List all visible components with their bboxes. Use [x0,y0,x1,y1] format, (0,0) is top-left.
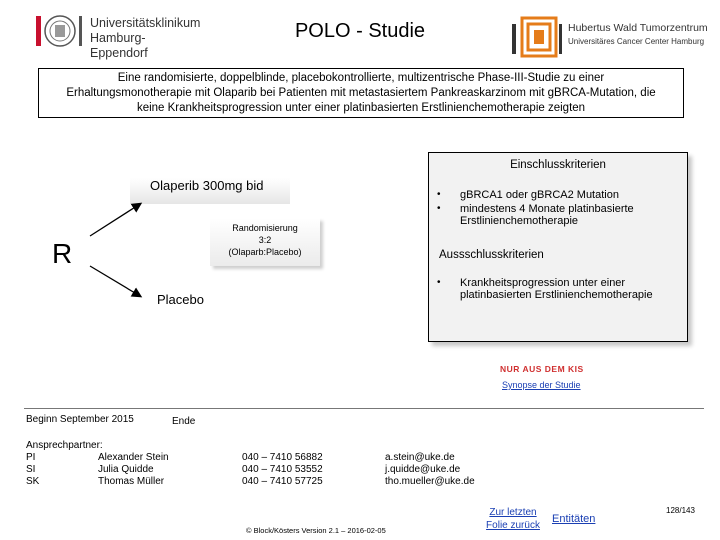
rando-line: Randomisierung [232,223,298,233]
contact-role: SI [26,464,36,475]
intro-line: Eine randomisierte, doppelblinde, placebokontrollierte, multizentrische Phase-III-Studie zu einer [117,72,605,84]
study-description [38,68,684,118]
logo-left-line1: Universitätsklinikum [90,16,201,30]
tumorzentrum-emblem-icon [512,16,562,60]
back-link-line[interactable]: Folie zurück [486,520,540,531]
contacts-heading: Ansprechpartner: [26,440,103,451]
contact-name: Alexander Stein [98,452,169,463]
intro-line: Erhaltungsmonotherapie mit Olaparib bei Patienten mit metastasiertem Pankreaskarzinom mit gBRCA-Mutation, die [66,87,656,99]
contact-role: PI [26,452,36,463]
copyright: © Block/Kösters Version 2.1 – 2016-02-05 [246,526,386,535]
entities-link[interactable]: Entitäten [552,513,596,525]
study-end: Ende [172,416,196,427]
inclusion-title: Einschlusskriterien [510,159,606,171]
tumorzentrum-logo [512,16,708,60]
page-number: 128/143 [666,506,695,515]
synopsis-link[interactable]: Synopse der Studie [502,380,581,390]
randomization-box [210,218,320,266]
contact-email[interactable]: tho.mueller@uke.de [385,476,475,487]
contact-row [0,476,720,488]
contact-name: Julia Quidde [98,464,154,475]
inclusion-item: mindestens 4 Monate platinbasierte Erstlinienchemotherapie [460,203,634,227]
contact-email[interactable]: j.quidde@uke.de [385,464,461,475]
rando-ratio: 3:2 [258,235,272,245]
contact-row [0,452,720,464]
contact-phone: 040 – 7410 53552 [242,464,323,475]
back-link[interactable] [482,506,544,532]
contact-role: SK [26,476,40,487]
contact-email[interactable]: a.stein@uke.de [385,452,455,463]
logo-right-line2: Universitäres Cancer Center Hamburg [568,37,705,46]
inclusion-item: gBRCA1 oder gBRCA2 Mutation [460,189,619,201]
study-start: Beginn September 2015 [26,414,134,425]
uke-seal-icon [36,14,86,48]
divider [24,408,704,409]
kis-notice: NUR AUS DEM KIS [500,364,584,374]
rando-line: (Olaparb:Placebo) [228,247,302,257]
arrow-to-arm1 [90,204,140,236]
bullet: • [437,189,441,200]
contact-phone: 040 – 7410 56882 [242,452,323,463]
intro-line: keine Krankheitsprogression unter einer platinbasierten Erstlinienchemotherapie zeigten [136,102,586,114]
arm-olaparib: Olaperib 300mg bid [150,178,264,193]
page-title: POLO - Studie [294,20,426,42]
bullet: • [437,203,441,214]
bullet: • [437,277,441,288]
randomization-arrows [88,198,148,302]
criteria-box [428,152,688,342]
arrow-to-arm2 [90,266,140,296]
contact-name: Thomas Müller [98,476,165,487]
arm-placebo: Placebo [157,292,204,307]
exclusion-title: Aussschlusskriterien [439,249,544,261]
logo-left-line2: Hamburg-Eppendorf [90,31,148,60]
contact-phone: 040 – 7410 57725 [242,476,323,487]
back-link-line[interactable]: Zur letzten [489,507,537,518]
uke-logo [36,14,201,60]
contact-row [0,464,720,476]
randomization-r: R [52,238,73,269]
exclusion-item: Krankheitsprogression unter einer platinbasierten Erstlinienchemotherapie [460,277,653,301]
logo-right-line1: Hubertus Wald Tumorzentrum [568,22,708,34]
contact-table [0,452,720,488]
